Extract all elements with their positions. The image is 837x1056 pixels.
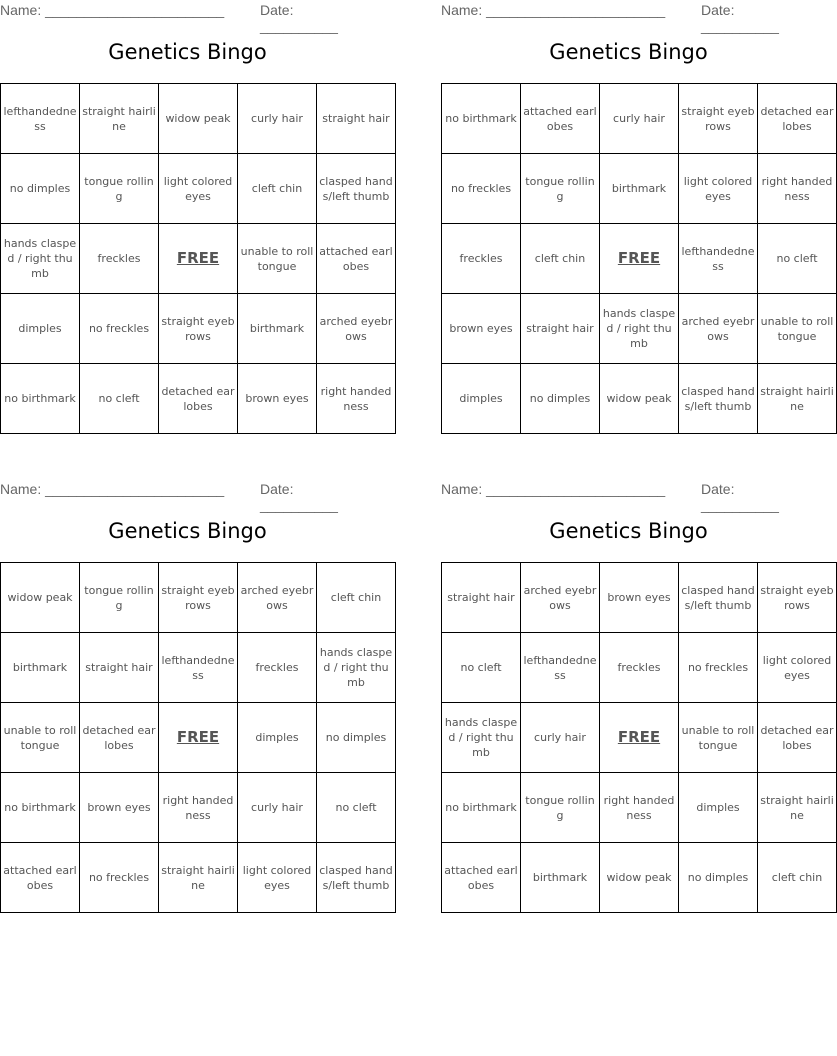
- bingo-cell: arched eyebrows: [521, 563, 600, 633]
- bingo-cell: freckles: [442, 224, 521, 294]
- bingo-cell: right handedness: [600, 773, 679, 843]
- bingo-cell: cleft chin: [758, 843, 837, 913]
- bingo-cell: tongue rolling: [80, 154, 159, 224]
- bingo-cell: attached earlobes: [317, 224, 396, 294]
- grid-row: [1, 563, 396, 633]
- bingo-cell: light colored eyes: [758, 633, 837, 703]
- bingo-cell: lefthandedness: [1, 84, 80, 154]
- bingo-cell: no birthmark: [442, 773, 521, 843]
- bingo-cell: dimples: [238, 703, 317, 773]
- bingo-cell: right handedness: [317, 364, 396, 434]
- bingo-grid: [441, 83, 837, 434]
- bingo-cell: no dimples: [521, 364, 600, 434]
- grid-row: [1, 773, 396, 843]
- bingo-cell: arched eyebrows: [317, 294, 396, 364]
- bingo-cell: hands clasped / right thumb: [317, 633, 396, 703]
- bingo-cell: brown eyes: [238, 364, 317, 434]
- bingo-cell: tongue rolling: [80, 563, 159, 633]
- bingo-cell: lefthandedness: [679, 224, 758, 294]
- bingo-cell: detached earlobes: [80, 703, 159, 773]
- bingo-grid: [441, 562, 837, 913]
- grid-row: [1, 154, 396, 224]
- grid-row: [442, 843, 837, 913]
- bingo-cell: detached earlobes: [758, 703, 837, 773]
- bingo-cell: light colored eyes: [679, 154, 758, 224]
- grid-row: [442, 633, 837, 703]
- bingo-cell: no cleft: [758, 224, 837, 294]
- grid-row: [442, 563, 837, 633]
- grid-row: [1, 84, 396, 154]
- bingo-cell: straight hairline: [159, 843, 238, 913]
- bingo-cell: no cleft: [442, 633, 521, 703]
- bingo-cell: straight hair: [521, 294, 600, 364]
- bingo-cell: freckles: [600, 633, 679, 703]
- bingo-cell: curly hair: [238, 84, 317, 154]
- free-space-cell: FREE: [159, 703, 238, 773]
- bingo-cell: attached earlobes: [442, 843, 521, 913]
- grid-row: [1, 633, 396, 703]
- bingo-cell: lefthandedness: [159, 633, 238, 703]
- bingo-cell: attached earlobes: [1, 843, 80, 913]
- bingo-cell: curly hair: [600, 84, 679, 154]
- bingo-cell: no freckles: [80, 843, 159, 913]
- bingo-cell: cleft chin: [521, 224, 600, 294]
- bingo-grid: [0, 83, 396, 434]
- bingo-cell: no birthmark: [442, 84, 521, 154]
- bingo-cell: curly hair: [238, 773, 317, 843]
- bingo-cell: no cleft: [317, 773, 396, 843]
- free-space-cell: FREE: [159, 224, 238, 294]
- grid-row: [442, 703, 837, 773]
- bingo-cell: attached earlobes: [521, 84, 600, 154]
- bingo-cell: freckles: [80, 224, 159, 294]
- bingo-cell: hands clasped / right thumb: [600, 294, 679, 364]
- grid-row: [442, 84, 837, 154]
- bingo-cell: no cleft: [80, 364, 159, 434]
- bingo-cell: brown eyes: [80, 773, 159, 843]
- bingo-cell: straight eyebrows: [758, 563, 837, 633]
- bingo-cell: birthmark: [1, 633, 80, 703]
- bingo-cell: birthmark: [600, 154, 679, 224]
- bingo-cell: no freckles: [442, 154, 521, 224]
- date-field-label: Date: __________: [260, 481, 338, 513]
- bingo-cell: straight hairline: [80, 84, 159, 154]
- bingo-cell: straight hairline: [758, 364, 837, 434]
- grid-row: [442, 294, 837, 364]
- bingo-cell: detached earlobes: [758, 84, 837, 154]
- grid-row: [442, 224, 837, 294]
- name-field-label: Name: _______________________: [441, 481, 666, 497]
- bingo-cell: cleft chin: [238, 154, 317, 224]
- name-field-label: Name: _______________________: [0, 481, 225, 497]
- bingo-cell: straight hair: [317, 84, 396, 154]
- bingo-cell: unable to roll tongue: [238, 224, 317, 294]
- bingo-cell: straight eyebrows: [159, 294, 238, 364]
- grid-row: [442, 773, 837, 843]
- bingo-cell: widow peak: [1, 563, 80, 633]
- bingo-cell: light colored eyes: [159, 154, 238, 224]
- date-field-label: Date: __________: [260, 2, 338, 34]
- bingo-grid: [0, 562, 396, 913]
- bingo-cell: no freckles: [679, 633, 758, 703]
- bingo-cell: no dimples: [1, 154, 80, 224]
- free-space-cell: FREE: [600, 224, 679, 294]
- bingo-cell: birthmark: [521, 843, 600, 913]
- name-field-label: Name: _______________________: [441, 2, 666, 18]
- bingo-cell: brown eyes: [600, 563, 679, 633]
- card-title: Genetics Bingo: [108, 519, 267, 543]
- bingo-cell: straight hair: [80, 633, 159, 703]
- bingo-cell: dimples: [679, 773, 758, 843]
- grid-row: [1, 294, 396, 364]
- bingo-cell: widow peak: [600, 843, 679, 913]
- bingo-cell: light colored eyes: [238, 843, 317, 913]
- grid-row: [1, 364, 396, 434]
- bingo-cell: birthmark: [238, 294, 317, 364]
- bingo-cell: hands clasped / right thumb: [442, 703, 521, 773]
- bingo-cell: unable to roll tongue: [758, 294, 837, 364]
- bingo-cell: no dimples: [679, 843, 758, 913]
- bingo-cell: clasped hands/left thumb: [317, 154, 396, 224]
- bingo-cell: curly hair: [521, 703, 600, 773]
- bingo-cell: straight eyebrows: [679, 84, 758, 154]
- card-title: Genetics Bingo: [549, 519, 708, 543]
- grid-row: [1, 224, 396, 294]
- bingo-cell: tongue rolling: [521, 773, 600, 843]
- grid-row: [1, 843, 396, 913]
- bingo-cell: detached earlobes: [159, 364, 238, 434]
- grid-row: [442, 154, 837, 224]
- bingo-cell: freckles: [238, 633, 317, 703]
- bingo-cell: no birthmark: [1, 773, 80, 843]
- bingo-cell: dimples: [442, 364, 521, 434]
- bingo-cell: right handedness: [758, 154, 837, 224]
- bingo-cell: tongue rolling: [521, 154, 600, 224]
- bingo-cell: hands clasped / right thumb: [1, 224, 80, 294]
- bingo-cell: straight hairline: [758, 773, 837, 843]
- bingo-cell: cleft chin: [317, 563, 396, 633]
- name-date-line: [0, 0, 375, 34]
- bingo-cell: widow peak: [600, 364, 679, 434]
- bingo-cell: straight eyebrows: [159, 563, 238, 633]
- card-title: Genetics Bingo: [108, 40, 267, 64]
- bingo-cell: no freckles: [80, 294, 159, 364]
- bingo-cell: clasped hands/left thumb: [317, 843, 396, 913]
- bingo-cell: right handedness: [159, 773, 238, 843]
- bingo-cell: clasped hands/left thumb: [679, 364, 758, 434]
- bingo-cell: clasped hands/left thumb: [679, 563, 758, 633]
- grid-row: [442, 364, 837, 434]
- card-title: Genetics Bingo: [549, 40, 708, 64]
- bingo-cell: unable to roll tongue: [1, 703, 80, 773]
- bingo-cell: no birthmark: [1, 364, 80, 434]
- bingo-cell: no dimples: [317, 703, 396, 773]
- grid-row: [1, 703, 396, 773]
- bingo-cell: brown eyes: [442, 294, 521, 364]
- date-field-label: Date: __________: [701, 481, 779, 513]
- bingo-cell: widow peak: [159, 84, 238, 154]
- bingo-cell: lefthandedness: [521, 633, 600, 703]
- name-date-line: [441, 479, 816, 513]
- free-space-cell: FREE: [600, 703, 679, 773]
- name-date-line: [441, 0, 816, 34]
- bingo-cell: unable to roll tongue: [679, 703, 758, 773]
- name-field-label: Name: _______________________: [0, 2, 225, 18]
- name-date-line: [0, 479, 375, 513]
- bingo-cell: straight hair: [442, 563, 521, 633]
- bingo-cell: dimples: [1, 294, 80, 364]
- bingo-cell: arched eyebrows: [679, 294, 758, 364]
- bingo-cell: arched eyebrows: [238, 563, 317, 633]
- date-field-label: Date: __________: [701, 2, 779, 34]
